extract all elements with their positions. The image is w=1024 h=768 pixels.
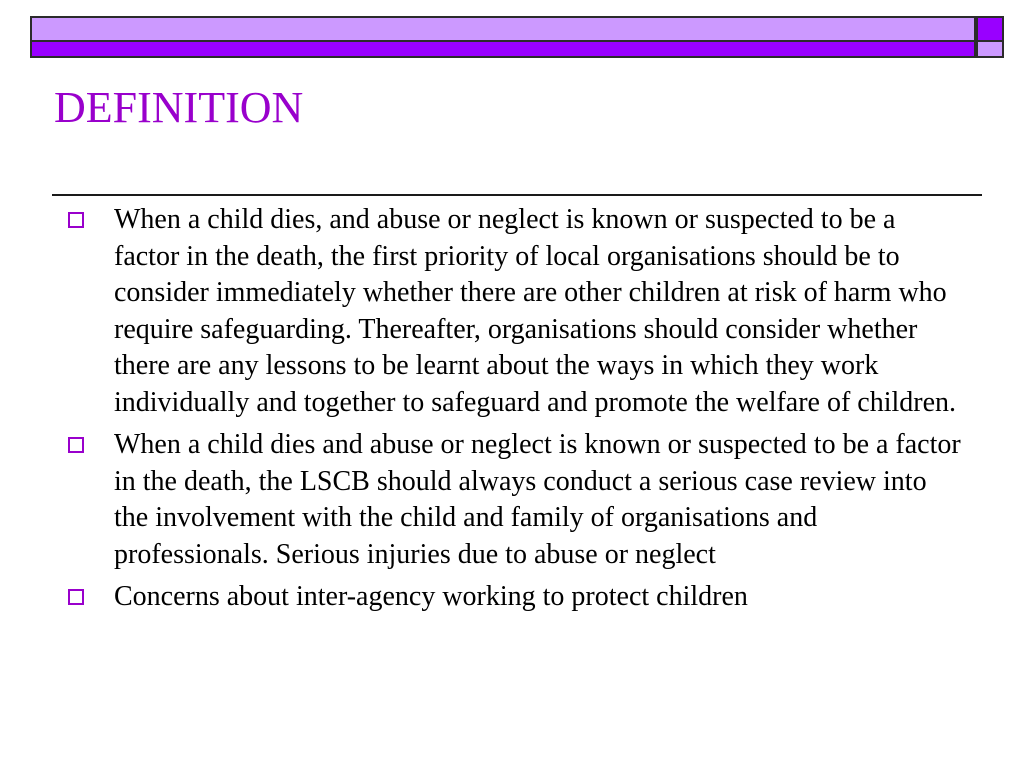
square-bullet-icon	[68, 212, 84, 228]
slide-title: DEFINITION	[54, 83, 304, 132]
title-divider	[52, 194, 982, 196]
bullet-text: Concerns about inter-agency working to protect children	[114, 581, 748, 612]
bullet-item-1	[68, 202, 968, 421]
bullet-text: When a child dies, and abuse or neglect is known or suspected to be a factor in the death, the first priority of local organisations should be to consider immediately whether there are other children at risk of harm who require safeguarding. Thereafter, organisations should consider whether there are any lessons to be learnt about the ways in which they work individually and together to safeguard and promote the welfare of children.	[114, 204, 957, 418]
bullet-item-2	[68, 427, 968, 573]
square-bullet-icon	[68, 589, 84, 605]
square-bullet-icon	[68, 437, 84, 453]
bullet-item-3	[68, 579, 968, 616]
corner-square-dark	[976, 16, 1004, 42]
top-bar-light	[30, 16, 976, 42]
corner-square-light	[976, 42, 1004, 58]
bullet-text: When a child dies and abuse or neglect is known or suspected to be a factor in the death, the LSCB should always conduct a serious case review into the involvement with the child and family of organisations and professionals. Serious injuries due to abuse or neglect	[114, 429, 961, 570]
bullet-list	[68, 202, 968, 622]
top-bar-dark-stripe	[30, 42, 976, 58]
